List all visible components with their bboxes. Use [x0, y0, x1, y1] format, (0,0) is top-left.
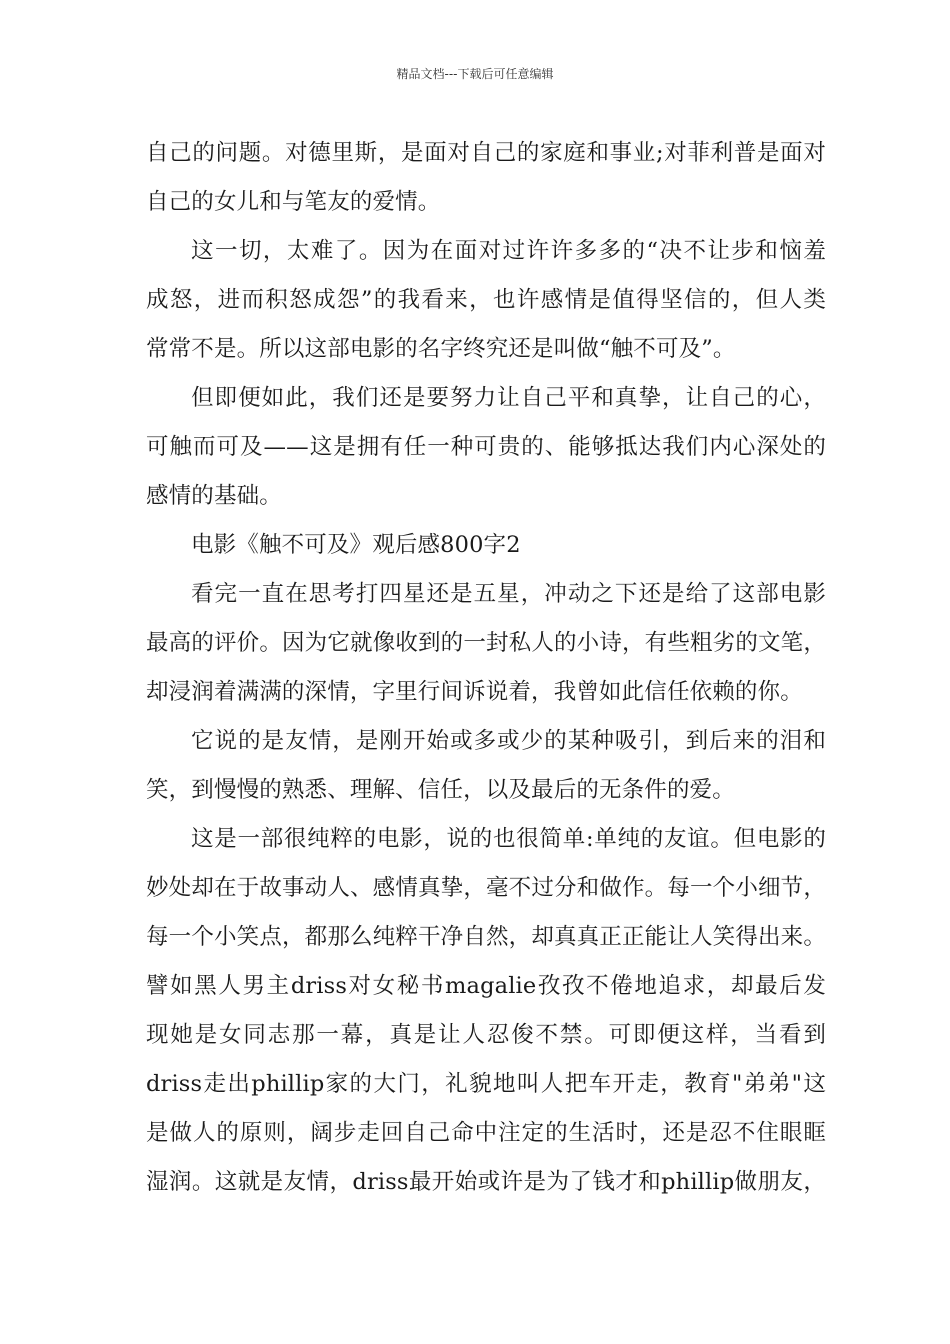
paragraph-start: 看完一直在思考打四星还是五星，冲动之下还是给了这部电影 [191, 581, 826, 607]
text-line: driss走出phillip家的大门，礼貌地叫人把车开走，教育"弟弟"这 [146, 1071, 826, 1097]
page-header: 精品文档---下载后可任意编辑 [396, 67, 554, 81]
text-line: 最高的评价。因为它就像收到的一封私人的小诗，有些粗劣的文笔， [146, 630, 826, 656]
text-line: 妙处却在于故事动人、感情真挚，毫不过分和做作。每一个小细节， [146, 875, 826, 901]
text-line: 每一个小笑点，都那么纯粹干净自然，却真真正正能让人笑得出来。 [146, 924, 826, 950]
text-line: 可触而可及——这是拥有任一种可贵的、能够抵达我们内心深处的 [146, 434, 826, 460]
text-line: 自己的问题。对德里斯，是面对自己的家庭和事业;对菲利普是面对 [146, 140, 826, 166]
paragraph-start: 这是一部很纯粹的电影，说的也很简单:单纯的友谊。但电影的 [191, 826, 826, 852]
text-line: 笑，到慢慢的熟悉、理解、信任，以及最后的无条件的爱。 [146, 777, 735, 803]
text-line: 成怒，进而积怒成怨”的我看来，也许感情是值得坚信的，但人类 [146, 287, 826, 313]
text-line: 自己的女儿和与笔友的爱情。 [146, 189, 441, 215]
paragraph-start: 它说的是友情，是刚开始或多或少的某种吸引，到后来的泪和 [191, 728, 826, 754]
text-line: 常常不是。所以这部电影的名字终究还是叫做“触不可及”。 [146, 336, 736, 362]
text-line: 感情的基础。 [146, 483, 282, 509]
text-line: 譬如黑人男主driss对女秘书magalie孜孜不倦地追求，却最后发 [146, 973, 826, 999]
section-title: 电影《触不可及》观后感800字2 [191, 532, 521, 558]
text-line: 是做人的原则，阔步走回自己命中注定的生活时，还是忍不住眼眶 [146, 1120, 826, 1146]
paragraph-start: 这一切，太难了。因为在面对过许许多多的“决不让步和恼羞 [191, 238, 826, 264]
text-line: 湿润。这就是友情，driss最开始或许是为了钱才和phillip做朋友， [146, 1169, 826, 1195]
text-line: 却浸润着满满的深情，字里行间诉说着，我曾如此信任依赖的你。 [146, 679, 803, 705]
paragraph-start: 但即便如此，我们还是要努力让自己平和真挚，让自己的心， [191, 385, 826, 411]
text-line: 现她是女同志那一幕，真是让人忍俊不禁。可即便这样，当看到 [146, 1022, 826, 1048]
document-body [146, 129, 826, 1207]
